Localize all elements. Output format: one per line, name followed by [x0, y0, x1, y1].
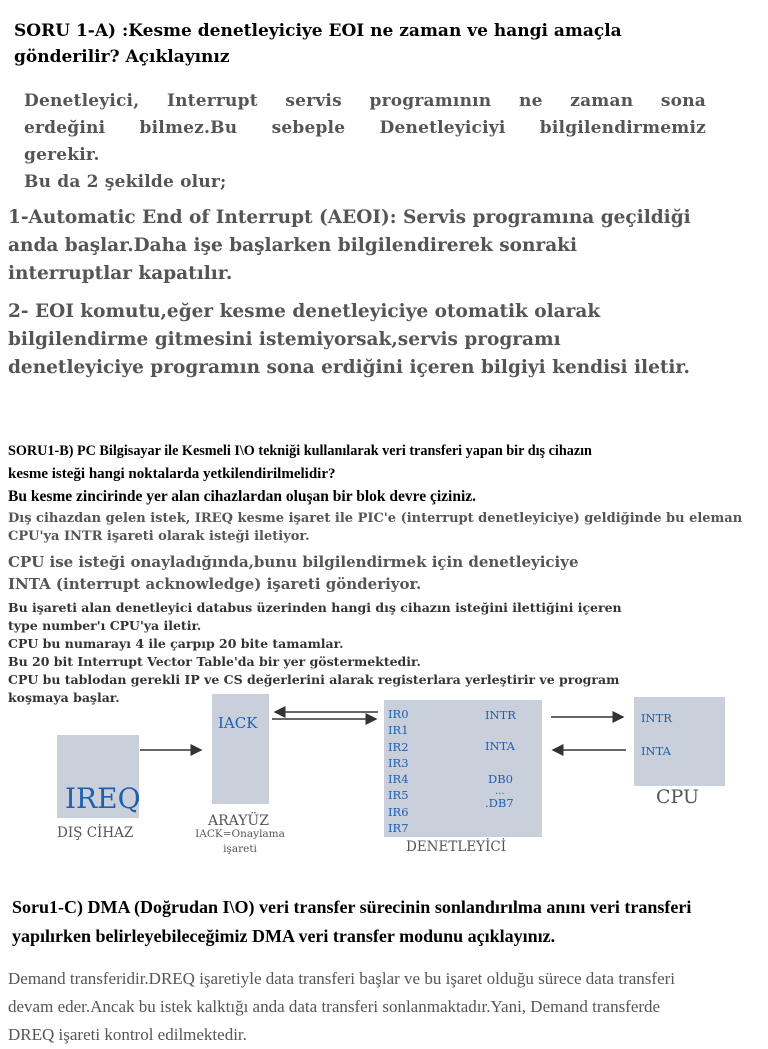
answer-1c-line3: DREQ işareti kontrol edilmektedir.	[8, 1025, 247, 1044]
question-1a-line2: gönderilir? Açıklayınız	[14, 47, 230, 67]
answer-1a-line3: gerekir.	[24, 145, 100, 165]
answer-1b-p1b: CPU'ya INTR işareti olarak isteği iletiyor.	[8, 529, 310, 544]
interface-note-line2: işareti	[223, 843, 257, 855]
question-1c-line1: Soru1-C) DMA (Doğrudan I\O) veri transfer sürecinin sonlandırılma anını veri transferi	[12, 897, 692, 917]
answer-1a-line2: erdeğini bilmez.Bu sebeple Denetleyiciyi bilgilendirmemiz	[24, 118, 706, 138]
iack-label: IACK	[218, 714, 258, 732]
question-1b-line2: kesme isteği hangi noktalarda yetkilendirilmelidir?	[8, 466, 336, 482]
answer-1b-p3e: CPU bu tablodan gerekli IP ve CS değerlerini alarak registerlara yerleştirir ve program	[8, 672, 620, 687]
answer-1a-line1: Denetleyici, Interrupt servis programının ne zaman sona	[24, 91, 706, 111]
eoi-line3: denetleyiciye programın sona erdiğini içeren bilgiyi kendisi iletir.	[8, 357, 690, 378]
eoi-line2: bilgilendirme gitmesini istemiyorsak,servis programı	[8, 329, 561, 350]
aeoi-line2: anda başlar.Daha işe başlarken bilgilendirerek sonraki	[8, 235, 578, 256]
aeoi-paragraph	[8, 204, 763, 288]
question-1b-line1: SORU1-B) PC Bilgisayar ile Kesmeli I\O tekniği kullanılarak veri transferi yapan bir dış cihazın	[8, 443, 592, 459]
question-1c	[12, 893, 762, 951]
answer-1a	[24, 88, 706, 196]
cpu-intr: INTR	[641, 711, 672, 725]
question-1c-line2: yapılırken belirleyebileceğimiz DMA veri transfer modunu açıklayınız.	[12, 926, 556, 946]
answer-1c-line2: devam eder.Ancak bu istek kalktığı anda data transferi sonlanmaktadır.Yani, Demand transferde	[8, 997, 661, 1016]
cpu-inta: INTA	[641, 744, 671, 758]
eoi-paragraph	[8, 298, 763, 382]
aeoi-line3: interruptlar kapatılır.	[8, 263, 233, 284]
controller-db7: .DB7	[485, 796, 514, 810]
ir-line: IR5	[388, 788, 409, 803]
answer-1c	[8, 965, 768, 1049]
ir-line: IR4	[388, 772, 409, 787]
question-1b-line3: Bu kesme zincirinde yer alan cihazlardan oluşan bir blok devre çiziniz.	[8, 488, 477, 505]
device-label: DIŞ CİHAZ	[57, 825, 134, 841]
ir-line: IR7	[388, 821, 409, 836]
block-diagram	[0, 690, 768, 860]
controller-inta: INTA	[485, 739, 515, 753]
answer-1b-p3d: Bu 20 bit Interrupt Vector Table'da bir yer göstermektedir.	[8, 654, 421, 669]
answer-1b-p3a: Bu işareti alan denetleyici databus üzerinden hangi dış cihazın isteğini ilettiğini içeren	[8, 600, 622, 615]
answer-1c-line1: Demand transferidir.DREQ işaretiyle data transferi başlar ve bu işaret olduğu sürece data transferi	[8, 969, 675, 988]
question-1b	[8, 440, 768, 486]
ir-line: IR0	[388, 707, 409, 721]
answer-1b-p3f: koşmaya başlar.	[8, 690, 120, 705]
ir-line: IR3	[388, 755, 409, 770]
controller-dots: ...	[495, 786, 505, 797]
controller-intr: INTR	[485, 708, 516, 722]
answer-1b-p2	[8, 551, 768, 595]
eoi-line1: 2- EOI komutu,eğer kesme denetleyiciye otomatik olarak	[8, 301, 601, 322]
answer-1b-p3b: type number'ı CPU'ya iletir.	[8, 618, 202, 633]
ir-line: IR2	[388, 739, 409, 754]
aeoi-line1: 1-Automatic End of Interrupt (AEOI): Servis programına geçildiği	[8, 207, 691, 228]
answer-1b-p2b: INTA (interrupt acknowledge) işareti gönderiyor.	[8, 575, 422, 593]
ir-line: IR6	[388, 804, 409, 819]
cpu-label: CPU	[656, 786, 700, 808]
ir-line: IR1	[388, 723, 409, 738]
controller-label: DENETLEYİCİ	[406, 839, 507, 855]
answer-1b-p1a: Dış cihazdan gelen istek, IREQ kesme işaret ile PIC'e (interrupt denetleyiciye) geldiğinde bu eleman	[8, 511, 743, 526]
ireq-label: IREQ	[65, 782, 141, 815]
answer-1a-line4: Bu da 2 şekilde olur;	[24, 172, 227, 192]
answer-1b-p2a: CPU ise isteği onayladığında,bunu bilgilendirmek için denetleyiciye	[8, 553, 579, 571]
interface-label: ARAYÜZ	[208, 813, 269, 829]
interface-note-line1: IACK=Onaylama	[195, 828, 285, 840]
diagram-arrows	[0, 690, 768, 860]
question-1a-line1: SORU 1-A) :Kesme denetleyiciye EOI ne zaman ve hangi amaçla	[14, 21, 622, 41]
controller-db0: DB0	[488, 772, 513, 786]
question-1a	[14, 18, 744, 70]
answer-1b-p3c: CPU bu numarayı 4 ile çarpıp 20 bite tamamlar.	[8, 636, 344, 651]
answer-1b-p1	[8, 510, 768, 546]
